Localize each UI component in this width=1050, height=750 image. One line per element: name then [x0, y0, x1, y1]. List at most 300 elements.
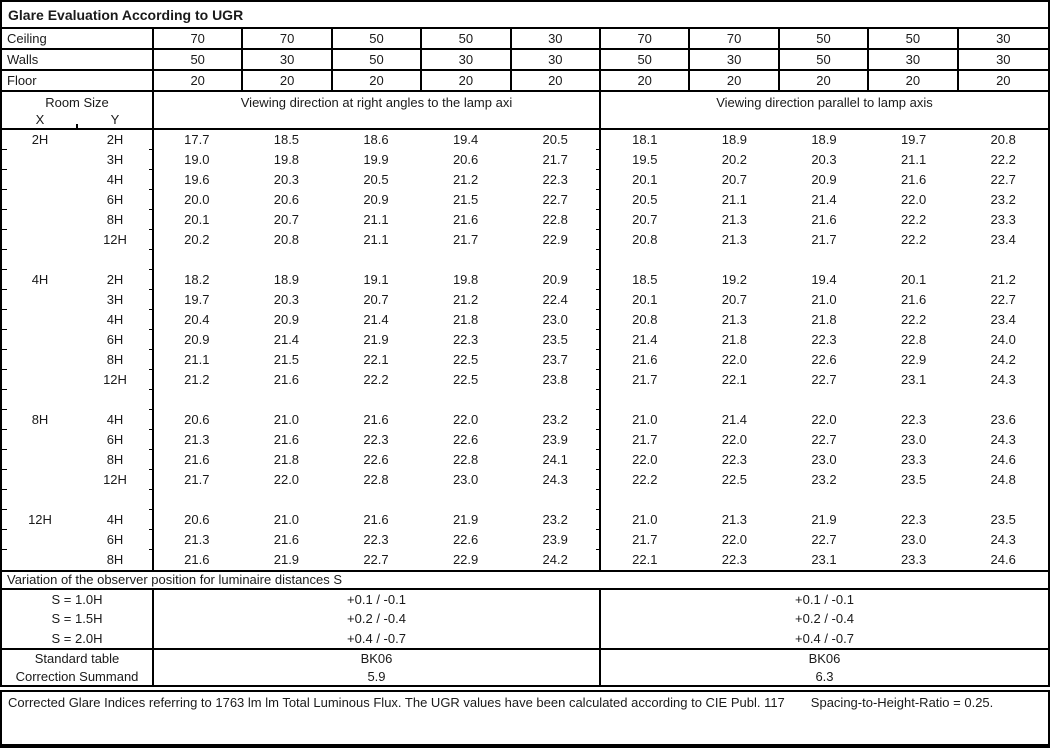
ugr-value: 21.2 [452, 172, 479, 187]
ugr-value: 21.6 [273, 372, 300, 387]
ugr-value: 19.5 [632, 152, 658, 167]
ugr-value: 18.9 [811, 132, 837, 147]
ugr-value: 22.6 [452, 432, 479, 447]
correction-left: +0.1 / -0.1 [154, 590, 601, 609]
reflectance-value: 20 [690, 71, 779, 90]
ugr-value: 22.2 [990, 152, 1016, 167]
ugr-value: 24.8 [990, 472, 1016, 487]
ugr-value: 22.6 [363, 452, 389, 467]
ugr-value: 23.2 [990, 192, 1016, 207]
ugr-value: 19.7 [900, 132, 927, 147]
ugr-value: 20.1 [632, 172, 658, 187]
ugr-value: 18.2 [184, 272, 210, 287]
room-x-value [2, 330, 78, 350]
correction-right: +0.4 / -0.7 [795, 630, 854, 646]
correction-right: +0.2 / -0.4 [795, 611, 854, 627]
ugr-value: 20.8 [632, 232, 658, 247]
ugr-value: 24.6 [990, 552, 1016, 567]
ugr-value: 22.3 [452, 332, 479, 347]
ugr-value: 21.9 [811, 512, 837, 527]
ugr-value: 21.6 [900, 292, 927, 307]
ugr-value: 22.2 [363, 372, 389, 387]
ugr-value: 20.1 [184, 212, 210, 227]
ugr-value: 21.7 [632, 532, 658, 547]
ugr-value: 21.4 [721, 412, 748, 427]
ugr-row [2, 130, 1048, 150]
ugr-value: 20.3 [273, 172, 300, 187]
ugr-value: 20.5 [632, 192, 658, 207]
ugr-value: 22.2 [900, 312, 927, 327]
ugr-value: 20.9 [811, 172, 837, 187]
reflectance-value: 30 [690, 50, 779, 69]
ugr-row [2, 450, 1048, 470]
ugr-row [2, 530, 1048, 550]
ugr-value: 22.3 [900, 512, 927, 527]
ugr-value: 21.9 [363, 332, 389, 347]
ugr-value: 22.1 [363, 352, 389, 367]
room-y-value: 12H [103, 472, 127, 487]
ugr-value: 20.6 [184, 412, 210, 427]
room-x-value [2, 290, 78, 310]
ugr-values-grid [2, 130, 1048, 572]
summary-value-left: BK06 [154, 650, 601, 668]
ugr-value: 19.4 [452, 132, 479, 147]
ugr-value: 22.7 [990, 292, 1016, 307]
ugr-value: 21.1 [363, 232, 389, 247]
room-x-value [2, 170, 78, 190]
surface-row [2, 50, 1048, 71]
reflectance-value: 20 [601, 71, 690, 90]
ugr-value: 23.9 [542, 532, 568, 547]
reflectance-value: 30 [422, 50, 511, 69]
reflectance-value: 20 [780, 71, 869, 90]
surface-row [2, 71, 1048, 92]
observer-variation-section [2, 590, 1048, 650]
ugr-value: 22.3 [811, 332, 837, 347]
ugr-value: 22.7 [542, 192, 568, 207]
ugr-value: 19.7 [184, 292, 210, 307]
room-y-value: 8H [106, 212, 124, 227]
ugr-value: 21.6 [452, 212, 479, 227]
y-axis-label: Y [110, 112, 120, 127]
ugr-row [2, 410, 1048, 430]
room-y-value: 4H [106, 312, 124, 327]
room-y-value: 6H [106, 432, 124, 447]
reflectance-value: 20 [869, 71, 958, 90]
ugr-value: 22.3 [363, 532, 389, 547]
room-x-value [2, 350, 78, 370]
room-x-value [2, 430, 78, 450]
ugr-value: 24.1 [542, 452, 568, 467]
ugr-value: 21.6 [363, 412, 389, 427]
ugr-value: 23.2 [542, 412, 568, 427]
ugr-value: 23.8 [542, 372, 568, 387]
footer-note [0, 690, 1050, 748]
ugr-value: 24.3 [990, 372, 1016, 387]
ugr-value: 18.5 [273, 132, 300, 147]
ugr-value: 21.8 [273, 452, 300, 467]
reflectance-value: 50 [333, 50, 422, 69]
room-y-value: 4H [106, 172, 124, 187]
ugr-value: 22.7 [811, 372, 837, 387]
room-x-value [2, 370, 78, 390]
ugr-value: 22.7 [811, 532, 837, 547]
ugr-value: 22.9 [542, 232, 568, 247]
table-column-header [2, 92, 1048, 130]
ugr-row [2, 330, 1048, 350]
surface-label: Walls [2, 50, 154, 69]
ugr-value: 21.6 [632, 352, 658, 367]
room-y-value: 8H [106, 352, 124, 367]
ugr-value: 21.0 [273, 412, 300, 427]
table-title: Glare Evaluation According to UGR [2, 2, 1048, 29]
ugr-value: 20.8 [990, 132, 1016, 147]
room-y-value: 12H [103, 232, 127, 247]
ugr-row [2, 430, 1048, 450]
ugr-value: 24.3 [990, 532, 1016, 547]
room-y-value: 4H [106, 412, 124, 427]
ugr-value: 23.0 [900, 532, 927, 547]
ugr-value: 24.2 [542, 552, 568, 567]
ugr-value: 20.2 [184, 232, 210, 247]
ugr-value: 20.5 [363, 172, 389, 187]
footer-text: Corrected Glare Indices referring to 1763 lm lm Total Luminous Flux. The UGR values have been calculated according to CIE Publ. 117 [8, 695, 785, 710]
ugr-row [2, 210, 1048, 230]
observer-distance-row [2, 590, 1048, 609]
correction-right: +0.1 / -0.1 [795, 592, 854, 608]
ugr-value: 21.2 [452, 292, 479, 307]
ugr-value: 21.4 [632, 332, 658, 347]
ugr-value: 20.7 [363, 292, 389, 307]
room-x-value [2, 470, 78, 490]
reflectance-value: 30 [243, 50, 332, 69]
ugr-value: 21.3 [721, 212, 748, 227]
ugr-value: 21.6 [273, 432, 300, 447]
ugr-value: 22.3 [900, 412, 927, 427]
reflectance-value: 70 [690, 29, 779, 48]
ugr-value: 23.0 [900, 432, 927, 447]
room-x-value [2, 230, 78, 250]
reflectance-value: 50 [333, 29, 422, 48]
ugr-value: 20.3 [811, 152, 837, 167]
ugr-value: 22.0 [721, 352, 748, 367]
reflectance-value: 50 [869, 29, 958, 48]
ugr-row [2, 190, 1048, 210]
ugr-value: 23.4 [990, 232, 1016, 247]
ugr-value: 21.0 [811, 292, 837, 307]
ugr-value: 20.8 [273, 232, 300, 247]
ugr-value: 21.1 [900, 152, 927, 167]
room-y-value: 12H [103, 372, 127, 387]
observer-distance-label: S = 1.0H [2, 590, 154, 609]
ugr-value: 19.0 [184, 152, 210, 167]
ugr-value: 20.6 [452, 152, 479, 167]
viewing-direction-parallel-header: Viewing direction parallel to lamp axis [716, 95, 933, 110]
room-x-value: 8H [31, 412, 49, 427]
reflectance-value: 20 [422, 71, 511, 90]
ugr-value: 19.4 [811, 272, 837, 287]
ugr-value: 22.9 [900, 352, 927, 367]
room-x-value: 2H [31, 132, 49, 147]
reflectance-value: 20 [333, 71, 422, 90]
ugr-value: 22.0 [900, 192, 927, 207]
ugr-value: 22.0 [721, 532, 748, 547]
spacer-row [2, 390, 1048, 410]
ugr-value: 20.9 [542, 272, 568, 287]
ugr-value: 23.7 [542, 352, 568, 367]
correction-left: +0.4 / -0.7 [154, 629, 601, 648]
ugr-value: 20.7 [721, 292, 748, 307]
ugr-value: 21.8 [811, 312, 837, 327]
summary-label: Correction Summand [2, 668, 154, 686]
ugr-value: 20.8 [632, 312, 658, 327]
reflectance-value: 50 [780, 29, 869, 48]
reflectance-value: 30 [512, 50, 601, 69]
ugr-value: 22.0 [273, 472, 300, 487]
ugr-value: 22.3 [363, 432, 389, 447]
ugr-value: 17.7 [184, 132, 210, 147]
ugr-value: 20.3 [273, 292, 300, 307]
reflectance-value: 50 [601, 50, 690, 69]
observer-distance-label: S = 2.0H [2, 629, 154, 648]
ugr-value: 23.2 [811, 472, 837, 487]
observer-distance-row [2, 629, 1048, 648]
ugr-value: 20.5 [542, 132, 568, 147]
ugr-value: 21.7 [542, 152, 568, 167]
ugr-value: 22.8 [363, 472, 389, 487]
room-y-value: 6H [106, 192, 124, 207]
correction-left: +0.2 / -0.4 [154, 609, 601, 628]
ugr-value: 20.7 [273, 212, 300, 227]
ugr-value: 21.6 [363, 512, 389, 527]
ugr-value: 22.0 [632, 452, 658, 467]
reflectance-value: 50 [154, 50, 243, 69]
ugr-value: 20.1 [632, 292, 658, 307]
ugr-value: 19.8 [273, 152, 300, 167]
room-y-value: 8H [106, 452, 124, 467]
variation-section-title: Variation of the observer position for luminaire distances S [2, 572, 1048, 590]
ugr-value: 22.2 [900, 232, 927, 247]
ugr-value: 22.2 [632, 472, 658, 487]
reflectance-value: 30 [996, 52, 1011, 67]
ugr-value: 21.3 [184, 432, 210, 447]
ugr-value: 21.0 [632, 412, 658, 427]
viewing-direction-divider [599, 130, 601, 570]
room-y-value: 3H [106, 292, 124, 307]
ugr-value: 18.5 [632, 272, 658, 287]
surface-label: Ceiling [2, 29, 154, 48]
room-x-value [2, 310, 78, 330]
ugr-value: 22.7 [811, 432, 837, 447]
ugr-value: 18.9 [273, 272, 300, 287]
ugr-value: 18.1 [632, 132, 658, 147]
ugr-value: 24.3 [990, 432, 1016, 447]
ugr-value: 22.8 [900, 332, 927, 347]
ugr-value: 21.5 [452, 192, 479, 207]
room-y-value: 3H [106, 152, 124, 167]
reflectance-value: 20 [154, 71, 243, 90]
ugr-value: 19.2 [721, 272, 748, 287]
ugr-row [2, 270, 1048, 290]
ugr-value: 21.2 [184, 372, 210, 387]
ugr-value: 21.7 [811, 232, 837, 247]
reflectance-value: 30 [869, 50, 958, 69]
reflectance-value: 70 [154, 29, 243, 48]
ugr-row [2, 310, 1048, 330]
ugr-value: 22.5 [452, 352, 479, 367]
ugr-value: 20.9 [363, 192, 389, 207]
ugr-row [2, 290, 1048, 310]
ugr-value: 21.7 [452, 232, 479, 247]
ugr-value: 22.3 [721, 552, 748, 567]
ugr-value: 21.1 [184, 352, 210, 367]
ugr-value: 20.9 [273, 312, 300, 327]
room-size-label: Room Size [45, 95, 109, 110]
ugr-value: 23.6 [990, 412, 1016, 427]
ugr-value: 21.1 [721, 192, 748, 207]
xy-divider-tick [76, 124, 78, 128]
observer-distance-label: S = 1.5H [2, 609, 154, 628]
ugr-value: 22.1 [632, 552, 658, 567]
room-y-value: 2H [106, 272, 124, 287]
ugr-value: 21.4 [273, 332, 300, 347]
summary-label: Standard table [2, 650, 154, 668]
room-x-value [2, 190, 78, 210]
spacer-row [2, 250, 1048, 270]
ugr-value: 23.5 [900, 472, 927, 487]
ugr-value: 20.6 [273, 192, 300, 207]
ugr-value: 21.6 [811, 212, 837, 227]
ugr-value: 24.6 [990, 452, 1016, 467]
ugr-value: 21.9 [452, 512, 479, 527]
room-x-value [2, 530, 78, 550]
ugr-value: 23.3 [900, 452, 927, 467]
ugr-value: 21.4 [363, 312, 389, 327]
ugr-value: 21.2 [990, 272, 1016, 287]
reflectance-value: 30 [512, 29, 601, 48]
ugr-value: 21.3 [721, 232, 748, 247]
ugr-value: 22.7 [363, 552, 389, 567]
ugr-value: 21.7 [184, 472, 210, 487]
ugr-value: 21.3 [184, 532, 210, 547]
ugr-value: 19.6 [184, 172, 210, 187]
room-size-header-cell [2, 92, 154, 128]
room-x-value [2, 150, 78, 170]
ugr-value: 22.6 [811, 352, 837, 367]
ugr-value: 22.7 [990, 172, 1016, 187]
ugr-row [2, 470, 1048, 490]
ugr-value: 22.5 [721, 472, 748, 487]
summary-value-left: 5.9 [154, 668, 601, 686]
ugr-value: 23.5 [990, 512, 1016, 527]
ugr-value: 24.3 [542, 472, 568, 487]
ugr-value: 21.8 [721, 332, 748, 347]
ugr-row [2, 550, 1048, 570]
ugr-row [2, 150, 1048, 170]
room-x-value [2, 450, 78, 470]
ugr-value: 19.8 [452, 272, 479, 287]
surface-row [2, 29, 1048, 50]
summary-row [2, 650, 1048, 668]
ugr-value: 22.4 [542, 292, 568, 307]
ugr-value: 21.8 [452, 312, 479, 327]
ugr-row [2, 350, 1048, 370]
ugr-value: 21.0 [273, 512, 300, 527]
ugr-value: 21.6 [184, 452, 210, 467]
ugr-value: 21.4 [811, 192, 837, 207]
ugr-value: 20.1 [900, 272, 927, 287]
summary-row [2, 668, 1048, 686]
ugr-value: 23.5 [542, 332, 568, 347]
reflectance-value: 70 [243, 29, 332, 48]
standard-table-section [2, 650, 1048, 685]
ugr-value: 22.1 [721, 372, 748, 387]
ugr-value: 23.1 [811, 552, 837, 567]
reflectance-value: 20 [996, 73, 1011, 88]
ugr-row [2, 370, 1048, 390]
reflectance-value: 20 [243, 71, 332, 90]
room-x-value: 4H [31, 272, 49, 287]
surface-reflectance-section [2, 29, 1048, 92]
ugr-value: 21.6 [184, 552, 210, 567]
ugr-value: 23.1 [900, 372, 927, 387]
ugr-value: 21.6 [900, 172, 927, 187]
summary-value-right: BK06 [808, 651, 841, 667]
ugr-value: 23.3 [900, 552, 927, 567]
ugr-value: 20.7 [721, 172, 748, 187]
ugr-row [2, 510, 1048, 530]
ugr-value: 18.9 [721, 132, 748, 147]
ugr-value: 21.6 [273, 532, 300, 547]
room-x-value [2, 210, 78, 230]
ugr-value: 22.0 [452, 412, 479, 427]
label-column-divider [152, 130, 154, 570]
room-x-value [2, 550, 78, 570]
ugr-value: 20.4 [184, 312, 210, 327]
room-y-value: 6H [106, 532, 124, 547]
room-y-value: 6H [106, 332, 124, 347]
ugr-value: 23.4 [990, 312, 1016, 327]
ugr-value: 21.5 [273, 352, 300, 367]
ugr-value: 20.6 [184, 512, 210, 527]
reflectance-value: 70 [601, 29, 690, 48]
ugr-value: 21.9 [273, 552, 300, 567]
ugr-value: 22.5 [452, 372, 479, 387]
summary-value-right: 6.3 [815, 668, 834, 684]
ugr-value: 21.0 [632, 512, 658, 527]
ugr-value: 20.2 [721, 152, 748, 167]
ugr-value: 23.0 [542, 312, 568, 327]
ugr-value: 24.0 [990, 332, 1016, 347]
ugr-value: 22.9 [452, 552, 479, 567]
observer-distance-row [2, 609, 1048, 628]
ugr-value: 21.3 [721, 312, 748, 327]
ugr-value: 22.0 [811, 412, 837, 427]
ugr-value: 22.0 [721, 432, 748, 447]
ugr-value: 20.9 [184, 332, 210, 347]
spacing-height-ratio: Spacing-to-Height-Ratio = 0.25. [810, 695, 994, 710]
ugr-value: 20.7 [632, 212, 658, 227]
room-y-value: 4H [106, 512, 124, 527]
ugr-value: 23.0 [811, 452, 837, 467]
reflectance-value: 20 [512, 71, 601, 90]
ugr-value: 21.7 [632, 432, 658, 447]
ugr-value: 21.1 [363, 212, 389, 227]
room-y-value: 2H [106, 132, 124, 147]
reflectance-value: 50 [780, 50, 869, 69]
spacer-row [2, 490, 1048, 510]
ugr-value: 22.2 [900, 212, 927, 227]
